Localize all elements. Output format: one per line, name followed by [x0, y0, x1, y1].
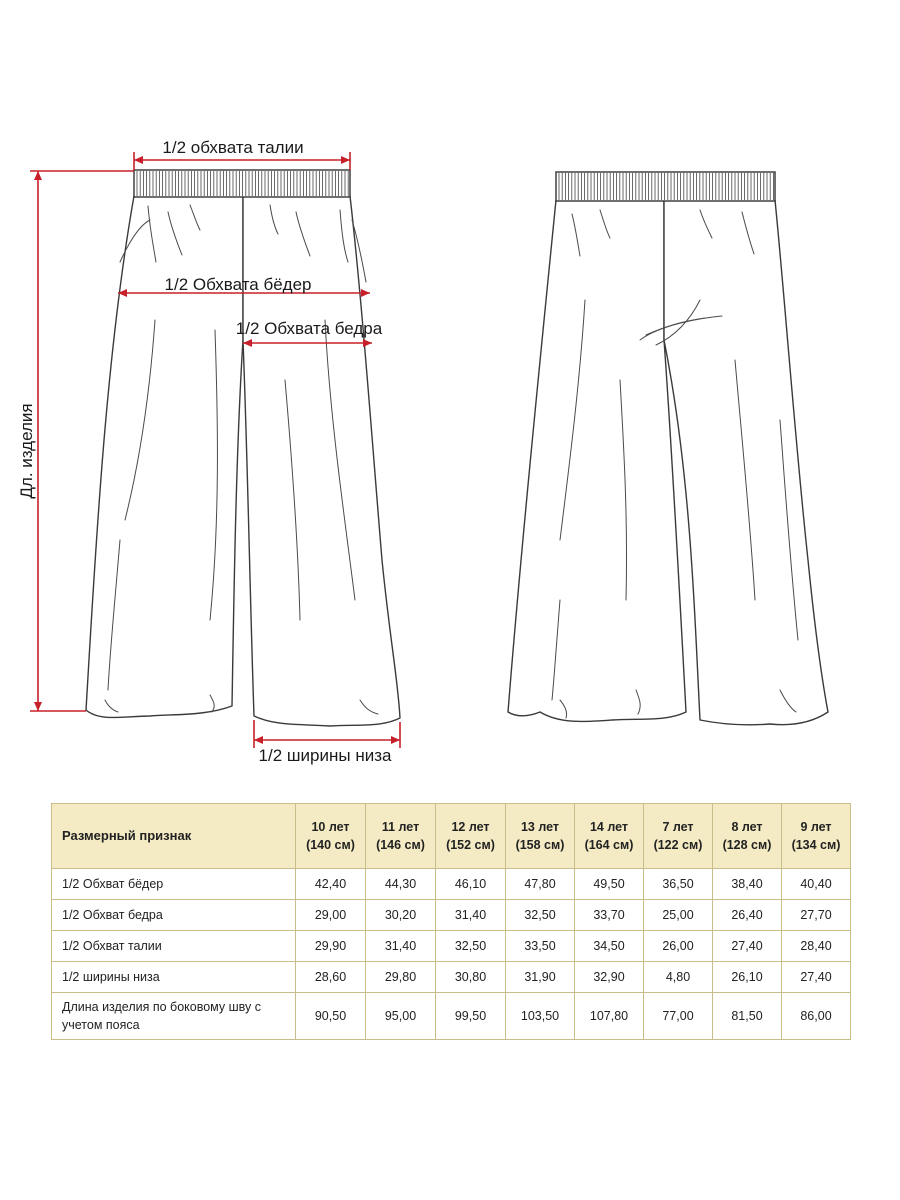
measurement-value: 27,70: [782, 900, 851, 931]
size-height: (158 см): [515, 838, 565, 852]
size-column-header: [506, 804, 575, 869]
table-header-row: [52, 804, 851, 869]
back-left-leg: [508, 200, 686, 722]
back-right-leg: [664, 200, 828, 725]
measurement-value: 29,80: [366, 962, 436, 993]
measurement-name: 1/2 Обхват бёдер: [52, 869, 296, 900]
size-column-header: [713, 804, 782, 869]
back-view-pants: [508, 172, 828, 725]
measurement-value: 32,90: [575, 962, 644, 993]
size-table: [51, 803, 851, 1040]
size-age: 11 лет: [381, 820, 420, 834]
measurement-value: 90,50: [296, 993, 366, 1040]
measurement-value: 44,30: [366, 869, 436, 900]
measurement-value: 38,40: [713, 869, 782, 900]
measurement-value: 28,40: [782, 931, 851, 962]
measurement-name: 1/2 ширины низа: [52, 962, 296, 993]
table-corner-header: Размерный признак: [52, 804, 296, 869]
table-row: [52, 931, 851, 962]
measurement-value: 99,50: [436, 993, 506, 1040]
measurement-value: 33,70: [575, 900, 644, 931]
length-label: Дл. изделия: [17, 403, 36, 499]
measurement-name: Длина изделия по боковому шву с учетом пояса: [52, 993, 296, 1040]
measurement-value: 42,40: [296, 869, 366, 900]
measurement-name: 1/2 Обхват талии: [52, 931, 296, 962]
hips-label: 1/2 Обхвата бёдер: [164, 275, 312, 294]
thigh-label: 1/2 Обхвата бедра: [235, 319, 383, 338]
measurement-value: 26,10: [713, 962, 782, 993]
size-height: (122 см): [653, 838, 703, 852]
measurement-value: 103,50: [506, 993, 575, 1040]
table-row: [52, 869, 851, 900]
measurement-value: 32,50: [436, 931, 506, 962]
measurement-value: 32,50: [506, 900, 575, 931]
size-age: 10 лет: [311, 820, 350, 834]
size-height: (128 см): [722, 838, 772, 852]
size-column-header: [575, 804, 644, 869]
measurement-value: 26,40: [713, 900, 782, 931]
waist-label: 1/2 обхвата талии: [162, 138, 304, 157]
table-row: [52, 993, 851, 1040]
measurement-value: 33,50: [506, 931, 575, 962]
measurement-value: 86,00: [782, 993, 851, 1040]
size-age: 12 лет: [451, 820, 490, 834]
size-age: 9 лет: [800, 820, 832, 834]
measurement-value: 40,40: [782, 869, 851, 900]
size-column-header: [644, 804, 713, 869]
size-height: (140 см): [306, 838, 355, 852]
measurement-value: 29,90: [296, 931, 366, 962]
back-waistband: [556, 172, 775, 201]
measurement-value: 30,80: [436, 962, 506, 993]
measurement-value: 47,80: [506, 869, 575, 900]
measurement-value: 28,60: [296, 962, 366, 993]
measurement-value: 107,80: [575, 993, 644, 1040]
measurement-value: 26,00: [644, 931, 713, 962]
measurement-value: 31,40: [366, 931, 436, 962]
size-age: 13 лет: [520, 820, 560, 834]
measurement-value: 30,20: [366, 900, 436, 931]
size-height: (134 см): [791, 838, 841, 852]
measurement-value: 25,00: [644, 900, 713, 931]
measurement-value: 31,40: [436, 900, 506, 931]
size-column-header: [436, 804, 506, 869]
measurement-value: 27,40: [782, 962, 851, 993]
size-height: (146 см): [376, 838, 425, 852]
measurement-value: 36,50: [644, 869, 713, 900]
size-column-header: [366, 804, 436, 869]
size-height: (152 см): [446, 838, 495, 852]
table-row: [52, 900, 851, 931]
size-age: 14 лет: [589, 820, 629, 834]
size-age: 8 лет: [731, 820, 763, 834]
measurement-value: 95,00: [366, 993, 436, 1040]
front-waistband-ribbing: [137, 171, 348, 196]
measurement-value: 4,80: [644, 962, 713, 993]
measurement-value: 29,00: [296, 900, 366, 931]
table-row: [52, 962, 851, 993]
front-waistband: [134, 170, 350, 197]
measurement-value: 46,10: [436, 869, 506, 900]
front-view-pants: [17, 138, 400, 765]
size-column-header: [782, 804, 851, 869]
size-age: 7 лет: [662, 820, 694, 834]
measurement-value: 49,50: [575, 869, 644, 900]
measurement-value: 81,50: [713, 993, 782, 1040]
measurement-value: 31,90: [506, 962, 575, 993]
measurement-value: 34,50: [575, 931, 644, 962]
measurement-name: 1/2 Обхват бедра: [52, 900, 296, 931]
measurement-value: 27,40: [713, 931, 782, 962]
table-body: [52, 869, 851, 1040]
measurement-value: 77,00: [644, 993, 713, 1040]
size-height: (164 см): [584, 838, 634, 852]
bottom-label: 1/2 ширины низа: [258, 746, 392, 765]
size-column-header: [296, 804, 366, 869]
